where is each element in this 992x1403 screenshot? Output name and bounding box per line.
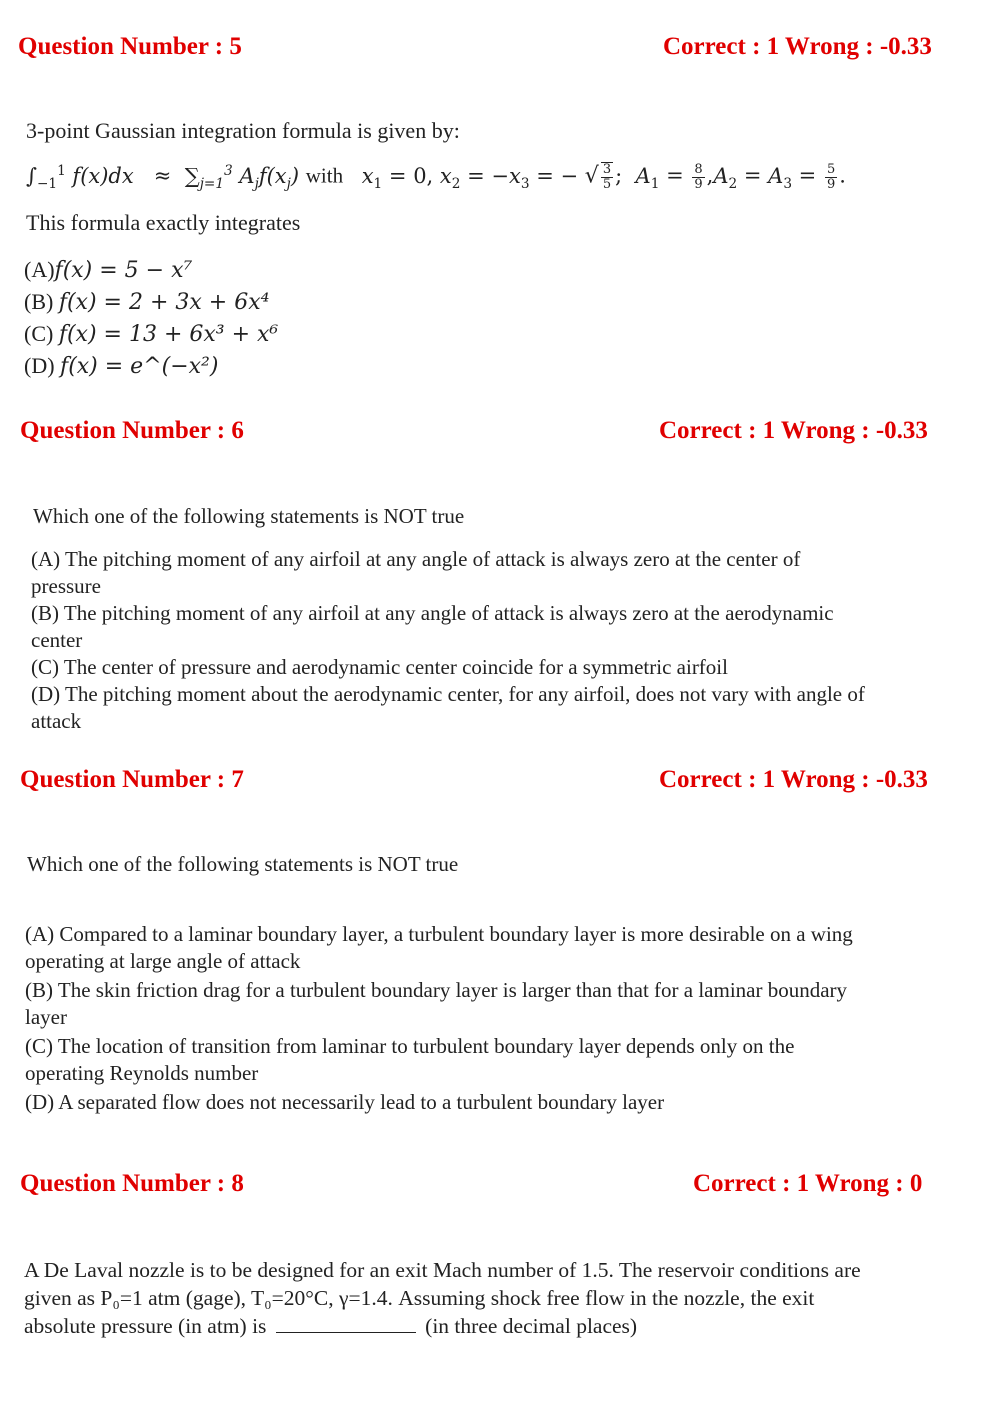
option-expr: f(x) = 2 + 3x + 6x⁴ — [58, 290, 270, 315]
option-b[interactable]: (B) f(x) = 2 + 3x + 6x⁴ — [24, 289, 270, 315]
question-number: Question Number : 8 — [20, 1170, 244, 1197]
marks-info: Correct : 1 Wrong : -0.33 — [659, 417, 928, 444]
option-b[interactable]: (B) The pitching moment of any airfoil at any angle of attack is always zero at the aerodynamic center — [31, 601, 834, 652]
option-expr: f(x) = e^(−x²) — [60, 354, 219, 379]
option-c[interactable]: (C) The center of pressure and aerodynamic center coincide for a symmetric airfoil — [31, 655, 728, 679]
option-d[interactable]: (D) The pitching moment about the aerodynamic center, for any airfoil, does not vary with angle of attack — [31, 682, 865, 733]
option-a[interactable]: (A) The pitching moment of any airfoil at any angle of attack is always zero at the center of pressure — [31, 547, 801, 598]
question-number: Question Number : 5 — [18, 33, 242, 60]
gauss-formula: $\int_{-1}^1$ $f(x)dx \approx \sum_{j=1}^3$ $A_jf(x_j)$ with $x_1 = 0$, $x_2 = -x_3$ = − √ $\frac{3}{5}$ ; $A_1$ = $\frac{8}{9}$ $,A_2 = A_3$ = $\frac{5}{9}$ . — [26, 161, 846, 192]
question-header-5 — [0, 33, 992, 67]
question-stem: 3-point Gaussian integration formula is given by: — [26, 118, 460, 143]
question-header-8 — [0, 1170, 992, 1204]
options-list — [25, 921, 853, 1116]
question-stem: Which one of the following statements is NOT true — [33, 504, 465, 528]
question-header-7 — [0, 766, 992, 800]
option-c[interactable]: (C) f(x) = 13 + 6x³ + x⁶ — [24, 321, 279, 347]
question-number: Question Number : 7 — [20, 766, 244, 793]
option-expr: f(x) = 13 + 6x³ + x⁶ — [58, 322, 279, 347]
marks-info: Correct : 1 Wrong : 0 — [693, 1170, 923, 1197]
option-a[interactable]: (A) Compared to a laminar boundary layer, a turbulent boundary layer is more desirable on a wing operating at large angle of attack — [25, 922, 853, 973]
marks-info: Correct : 1 Wrong : -0.33 — [659, 766, 928, 793]
question-stem: Which one of the following statements is NOT true — [27, 852, 459, 876]
option-d[interactable]: (D) A separated flow does not necessarily lead to a turbulent boundary layer — [25, 1090, 665, 1114]
options-list — [24, 254, 278, 382]
option-a[interactable]: (A)f(x) = 5 − x⁷ — [24, 257, 193, 283]
question-header-6 — [0, 417, 992, 451]
answer-blank[interactable] — [276, 1314, 416, 1333]
question-number: Question Number : 6 — [20, 417, 244, 444]
option-b[interactable]: (B) The skin friction drag for a turbulent boundary layer is larger than that for a laminar boundary layer — [25, 978, 848, 1029]
option-c[interactable]: (C) The location of transition from laminar to turbulent boundary layer depends only on the operating Reynolds number — [25, 1034, 795, 1085]
option-expr: f(x) = 5 − x⁷ — [54, 258, 193, 283]
question-stem-tail: This formula exactly integrates — [26, 210, 301, 235]
question-stem: A De Laval nozzle is to be designed for an exit Mach number of 1.5. The reservoir conditions are given as P₀=1 atm (gage), T₀=20°C, γ=1.4. Assuming shock free flow in the nozzle, the exit absolute pressure (in atm) is (in three decimal places) — [24, 1258, 861, 1338]
options-list — [31, 546, 865, 735]
marks-info: Correct : 1 Wrong : -0.33 — [663, 33, 932, 60]
option-d[interactable]: (D) f(x) = e^(−x²) — [24, 353, 219, 379]
